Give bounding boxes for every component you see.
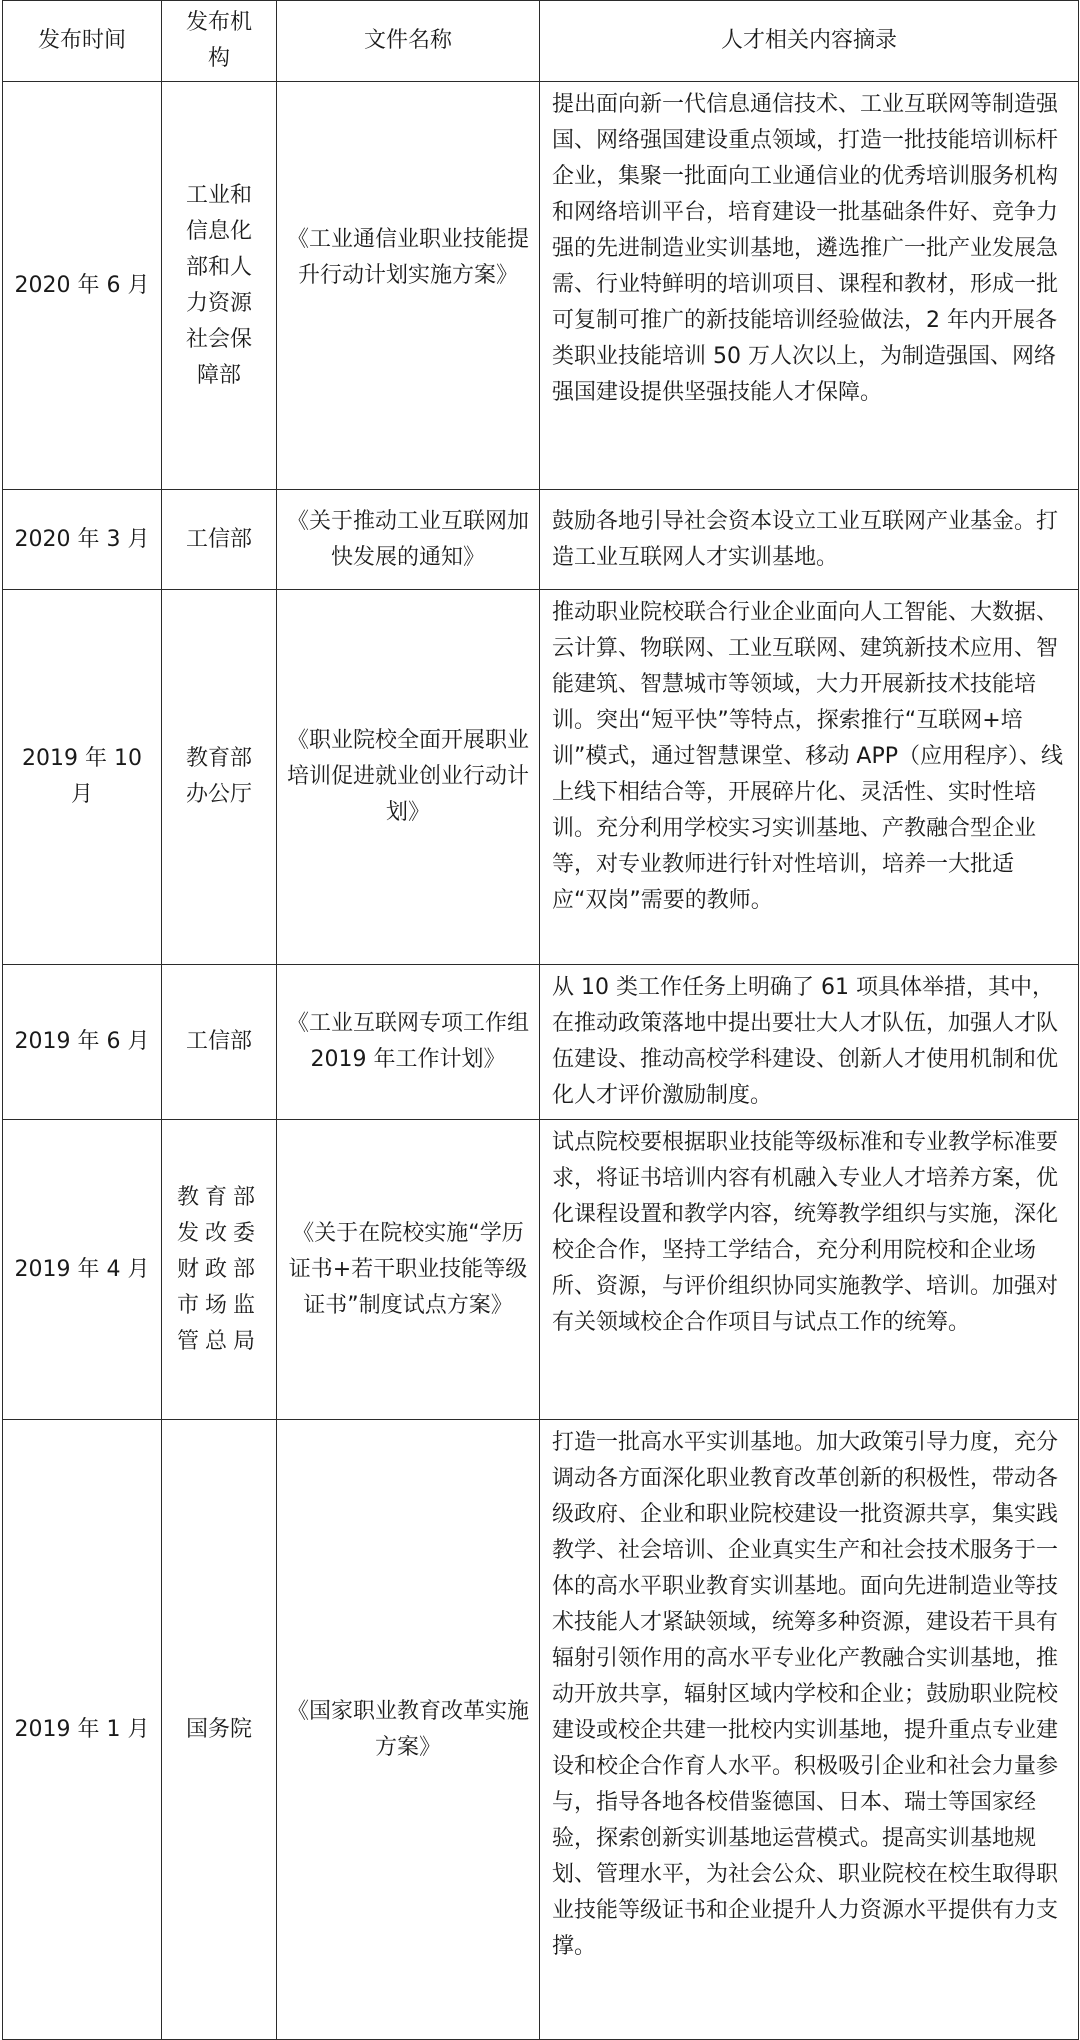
excerpt-cell: 从 10 类工作任务上明确了 61 项具体举措，其中，在推动政策落地中提出要壮大人才队伍，加强人才队伍建设、推动高校学科建设、创新人才使用机制和优化人才评价激励制度。 xyxy=(540,965,1079,1120)
release-date-cell: 2019 年 4 月 xyxy=(3,1120,162,1420)
table-row xyxy=(3,590,1079,965)
excerpt-cell: 试点院校要根据职业技能等级标准和专业教学标准要求，将证书培训内容有机融入专业人才培养方案，优化课程设置和教学内容，统筹教学组织与实施，深化校企合作，坚持工学结合，充分利用院校和企业场所、资源，与评价组织协同实施教学、培训。加强对有关领域校企合作项目与试点工作的统筹。 xyxy=(540,1120,1079,1420)
issuing-agency-cell: 工信部 xyxy=(162,490,277,590)
table-row xyxy=(3,1420,1079,2040)
table-body xyxy=(3,82,1079,2040)
release-date-cell: 2020 年 6 月 xyxy=(3,82,162,490)
issuing-agency-cell: 教育部发改委财政部市场监管总局 xyxy=(162,1120,277,1420)
header-row xyxy=(3,1,1079,82)
issuing-agency-cell: 国务院 xyxy=(162,1420,277,2040)
table-row xyxy=(3,490,1079,590)
document-name-cell: 《工业通信业职业技能提升行动计划实施方案》 xyxy=(277,82,540,490)
release-date-cell: 2019 年 6 月 xyxy=(3,965,162,1120)
issuing-agency-cell: 工信部 xyxy=(162,965,277,1120)
excerpt-cell: 推动职业院校联合行业企业面向人工智能、大数据、云计算、物联网、工业互联网、建筑新技术应用、智能建筑、智慧城市等领域，大力开展新技术技能培训。突出“短平快”等特点，探索推行“互联网+培训”模式，通过智慧课堂、移动 APP（应用程序）、线上线下相结合等，开展碎片化、灵活性、实时性培训。充分利用学校实习实训基地、产教融合型企业等，对专业教师进行针对性培训，培养一大批适应“双岗”需要的教师。 xyxy=(540,590,1079,965)
document-name-cell: 《职业院校全面开展职业培训促进就业创业行动计划》 xyxy=(277,590,540,965)
header-issuing-agency: 发布机构 xyxy=(162,1,277,82)
table-row xyxy=(3,1120,1079,1420)
table-header xyxy=(3,1,1079,82)
table-row xyxy=(3,82,1079,490)
issuing-agency-cell: 工业和信息化部和人力资源社会保障部 xyxy=(162,82,277,490)
document-name-cell: 《工业互联网专项工作组 2019 年工作计划》 xyxy=(277,965,540,1120)
excerpt-cell: 提出面向新一代信息通信技术、工业互联网等制造强国、网络强国建设重点领域，打造一批技能培训标杆企业，集聚一批面向工业通信业的优秀培训服务机构和网络培训平台，培育建设一批基础条件好、竞争力强的先进制造业实训基地，遴选推广一批产业发展急需、行业特鲜明的培训项目、课程和教材，形成一批可复制可推广的新技能培训经验做法，2 年内开展各类职业技能培训 50 万人次以上，为制造强国、网络强国建设提供坚强技能人才保障。 xyxy=(540,82,1079,490)
document-name-cell: 《关于在院校实施“学历证书+若干职业技能等级证书”制度试点方案》 xyxy=(277,1120,540,1420)
header-talent-excerpt: 人才相关内容摘录 xyxy=(540,1,1079,82)
document-name-cell: 《国家职业教育改革实施方案》 xyxy=(277,1420,540,2040)
policy-table xyxy=(2,0,1079,2040)
excerpt-cell: 打造一批高水平实训基地。加大政策引导力度，充分调动各方面深化职业教育改革创新的积极性，带动各级政府、企业和职业院校建设一批资源共享，集实践教学、社会培训、企业真实生产和社会技术服务于一体的高水平职业教育实训基地。面向先进制造业等技术技能人才紧缺领域，统筹多种资源，建设若干具有辐射引领作用的高水平专业化产教融合实训基地，推动开放共享，辐射区域内学校和企业；鼓励职业院校建设或校企共建一批校内实训基地，提升重点专业建设和校企合作育人水平。积极吸引企业和社会力量参与，指导各地各校借鉴德国、日本、瑞士等国家经验，探索创新实训基地运营模式。提高实训基地规划、管理水平，为社会公众、职业院校在校生取得职业技能等级证书和企业提升人力资源水平提供有力支撑。 xyxy=(540,1420,1079,2040)
release-date-cell: 2019 年 1 月 xyxy=(3,1420,162,2040)
table-row xyxy=(3,965,1079,1120)
header-release-date: 发布时间 xyxy=(3,1,162,82)
excerpt-cell: 鼓励各地引导社会资本设立工业互联网产业基金。打造工业互联网人才实训基地。 xyxy=(540,490,1079,590)
release-date-cell: 2020 年 3 月 xyxy=(3,490,162,590)
document-name-cell: 《关于推动工业互联网加快发展的通知》 xyxy=(277,490,540,590)
release-date-cell: 2019 年 10 月 xyxy=(3,590,162,965)
issuing-agency-cell: 教育部办公厅 xyxy=(162,590,277,965)
header-document-name: 文件名称 xyxy=(277,1,540,82)
